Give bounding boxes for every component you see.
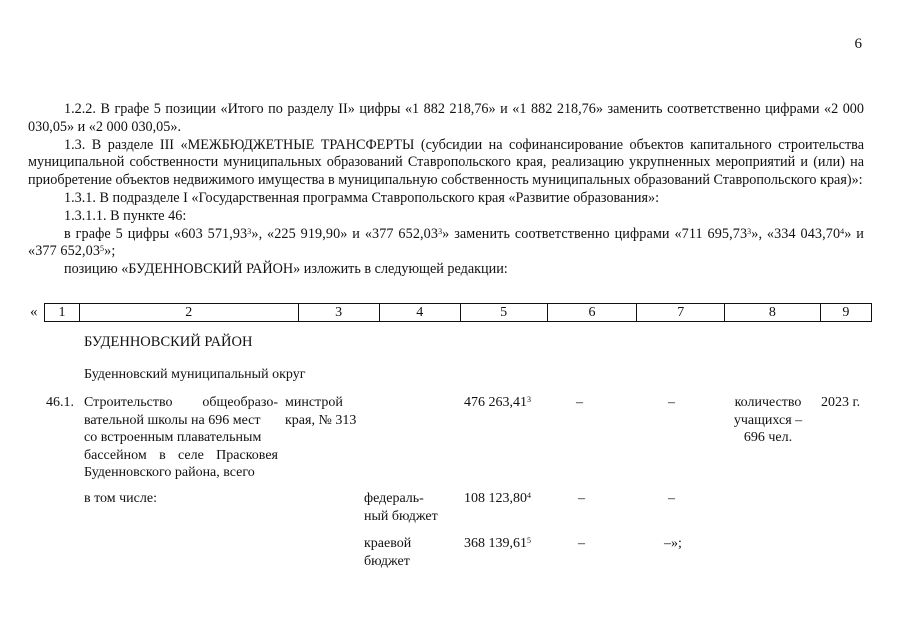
amount-value: 108 123,80 xyxy=(464,491,527,506)
amount-value: 368 139,61 xyxy=(464,536,527,551)
completion-year: 2023 г. xyxy=(821,395,861,410)
federal-column-6: – xyxy=(578,491,585,506)
footnote-mark: 4 xyxy=(840,226,845,236)
object-name xyxy=(84,394,278,482)
paragraph-1-3-1-1: 1.3.1.1. В пункте 46: xyxy=(64,207,187,224)
customer-line: края, № 313 xyxy=(285,412,357,428)
regional-column-7: –»; xyxy=(664,536,682,551)
footnote-mark: 5 xyxy=(527,536,531,545)
column-number-cell: 7 xyxy=(637,304,725,322)
object-name-line xyxy=(84,394,278,412)
column-7-value: – xyxy=(668,395,675,410)
column-number-cell: 1 xyxy=(45,304,80,322)
total-amount xyxy=(464,394,531,412)
customer-line: минстрой xyxy=(285,395,343,410)
column-number-cell: 2 xyxy=(79,304,298,322)
federal-amount xyxy=(464,490,531,508)
regional-source xyxy=(364,535,411,570)
word: селе xyxy=(178,447,204,463)
footnote-mark: 3 xyxy=(527,395,531,404)
document-body xyxy=(28,101,864,279)
column-number-cell: 3 xyxy=(298,304,379,322)
source-line: ный бюджет xyxy=(364,508,438,524)
source-line: бюджет xyxy=(364,553,410,569)
column-number-cell: 6 xyxy=(547,304,637,322)
column-number-row xyxy=(44,303,872,322)
source-line: краевой xyxy=(364,536,412,551)
result-line: 696 чел. xyxy=(743,430,793,445)
object-name-line: вательной школы на 696 мест xyxy=(84,412,261,428)
text-fragment: в графе 5 цифры «603 571,93 xyxy=(64,225,248,242)
result-line: количество xyxy=(734,395,802,410)
federal-column-7: – xyxy=(668,491,675,506)
footnote-mark: 3 xyxy=(247,226,252,236)
word: бассейном xyxy=(84,447,147,463)
paragraph-column-5-replacement xyxy=(28,226,864,262)
customer xyxy=(285,394,356,429)
word: Прасковея xyxy=(216,447,278,463)
regional-column-6: – xyxy=(578,536,585,551)
regional-amount xyxy=(464,535,531,553)
text-fragment: » и «377 652,03 xyxy=(28,225,864,260)
text-fragment: » заменить соответственно цифрами «711 695,73 xyxy=(442,225,748,242)
paragraph-new-wording: позицию «БУДЕННОВСКИЙ РАЙОН» изложить в следующей редакции: xyxy=(64,261,508,278)
including-label: в том числе: xyxy=(84,491,157,506)
okrug-heading: Буденновский муниципальный округ xyxy=(84,367,306,382)
footnote-mark: 5 xyxy=(100,244,105,254)
result-line: учащихся – xyxy=(733,412,803,428)
object-name-line: со встроенным плавательным xyxy=(84,430,262,445)
paragraph-1-2-2: 1.2.2. В графе 5 позиции «Итого по разделу II» цифры «1 882 218,76» и «1 882 218,76» заменить соответственно цифрами «2 000 030,05» и «2 000 030,05». xyxy=(28,101,864,135)
result-indicator xyxy=(718,394,818,447)
footnote-mark: 3 xyxy=(747,226,752,236)
text-fragment: »; xyxy=(104,243,116,260)
table-header xyxy=(30,303,872,323)
opening-quote: « xyxy=(30,304,38,320)
column-number-cell: 8 xyxy=(725,304,821,322)
paragraph-1-3: 1.3. В разделе III «МЕЖБЮДЖЕТНЫЕ ТРАНСФЕРТЫ (субсидии на софинансирование объектов капитального строительства муниципальной собственности муниципальных образований Ставропольского края, реализацию укрупненных мероприятий и (или) на приобретение объектов недвижимого имущества в муниципальную собственность муниципальных образований Ставропольского края)»: xyxy=(28,136,864,189)
word: Строительство xyxy=(84,395,173,410)
paragraph-1-3-1: 1.3.1. В подразделе I «Государственная программа Ставропольского края «Развитие образования»: xyxy=(64,189,660,206)
text-fragment: », «334 043,70 xyxy=(751,225,841,242)
text-fragment: », «225 919,90» и «377 652,03 xyxy=(251,225,439,242)
amount-value: 476 263,41 xyxy=(464,395,527,410)
federal-source xyxy=(364,490,438,525)
word: общеобразо- xyxy=(202,395,278,410)
footnote-mark: 4 xyxy=(527,491,531,500)
column-6-value: – xyxy=(576,395,583,410)
column-number-cell: 9 xyxy=(820,304,871,322)
column-number-cell: 5 xyxy=(460,304,547,322)
district-heading: БУДЕННОВСКИЙ РАЙОН xyxy=(84,334,253,350)
footnote-mark: 3 xyxy=(438,226,443,236)
source-line: федераль- xyxy=(364,491,424,506)
page-number: 6 xyxy=(854,36,862,52)
object-name-line: Буденновского района, всего xyxy=(84,465,255,480)
word: в xyxy=(159,447,166,463)
object-name-line xyxy=(84,447,278,465)
column-number-cell: 4 xyxy=(379,304,460,322)
item-number: 46.1. xyxy=(46,395,74,410)
